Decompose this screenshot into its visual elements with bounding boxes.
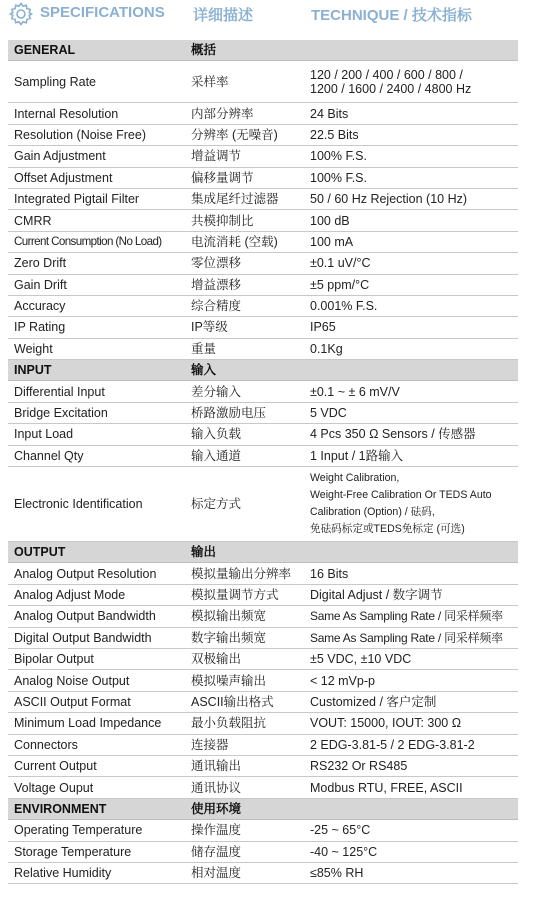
parameter-name	[14, 253, 189, 273]
parameter-name	[14, 168, 189, 188]
table-row	[8, 146, 518, 167]
header-title-cn: 详细描述	[193, 7, 254, 24]
parameter-value-text: -25 ~ 65°C	[310, 823, 371, 838]
parameter-value-text: 100% F.S.	[310, 149, 367, 164]
parameter-value	[310, 275, 518, 295]
parameter-value	[310, 296, 518, 316]
parameter-name-cn	[191, 317, 309, 337]
parameter-value-text: ±0.1 ~ ± 6 mV/V	[310, 384, 400, 399]
parameter-name-text: Resolution (Noise Free)	[14, 127, 146, 142]
parameter-name	[14, 103, 189, 123]
parameter-name-cn	[191, 446, 309, 466]
parameter-value	[310, 713, 518, 733]
parameter-name-cn-text: 共模抑制比	[191, 213, 254, 228]
parameter-name-cn-text: 数字输出频宽	[191, 630, 267, 645]
parameter-name-text: Channel Qty	[14, 448, 84, 463]
parameter-value	[310, 189, 518, 209]
parameter-value-text: 22.5 Bits	[310, 127, 359, 142]
parameter-value	[310, 820, 518, 840]
parameter-name-cn	[191, 339, 309, 359]
parameter-name	[14, 467, 189, 541]
parameter-value	[310, 842, 518, 862]
parameter-name	[14, 146, 189, 166]
parameter-name-text: Bipolar Output	[14, 652, 94, 667]
table-row	[8, 317, 518, 338]
section-title: ENVIRONMENT	[14, 801, 107, 816]
parameter-value	[310, 61, 518, 102]
parameter-name-text: Connectors	[14, 737, 78, 752]
table-row	[8, 446, 518, 467]
parameter-name-text: Electronic Identification	[14, 497, 143, 512]
table-row	[8, 628, 518, 649]
parameter-value	[310, 628, 518, 648]
parameter-name-text: Minimum Load Impedance	[14, 716, 162, 731]
parameter-value	[310, 467, 518, 541]
parameter-name-text: Current Output	[14, 759, 97, 774]
parameter-value-text: 0.1Kg	[310, 341, 343, 356]
table-row	[8, 381, 518, 402]
parameter-value	[310, 339, 518, 359]
parameter-name	[14, 820, 189, 840]
parameter-name-text: Current Consumption (No Load)	[14, 234, 162, 248]
parameter-name-cn-text: 偏移量调节	[191, 170, 254, 185]
table-row	[8, 61, 518, 103]
parameter-value-text: ±5 ppm/°C	[310, 277, 370, 292]
table-row	[8, 670, 518, 691]
parameter-name-cn-text: 零位漂移	[191, 256, 242, 271]
table-row	[8, 189, 518, 210]
parameter-name-text: ASCII Output Format	[14, 694, 131, 709]
parameter-name-cn-text: 通讯输出	[191, 759, 242, 774]
parameter-name-text: Differential Input	[14, 384, 105, 399]
parameter-name	[14, 339, 189, 359]
parameter-name-cn-text: 重量	[191, 341, 217, 356]
parameter-name	[14, 756, 189, 776]
parameter-value-text: 100 dB	[310, 213, 350, 228]
parameter-name-cn-text: 分辨率 (无噪音)	[191, 127, 278, 142]
table-row	[8, 649, 518, 670]
parameter-name-text: Zero Drift	[14, 256, 67, 271]
parameter-name-cn	[191, 125, 309, 145]
parameter-name-text: Accuracy	[14, 299, 66, 314]
parameter-name	[14, 296, 189, 316]
parameter-value	[310, 446, 518, 466]
parameter-name-text: Analog Output Bandwidth	[14, 609, 156, 624]
parameter-value-text: 16 Bits	[310, 566, 349, 581]
parameter-name-cn	[191, 735, 309, 755]
parameter-name	[14, 670, 189, 690]
parameter-value-text: 100% F.S.	[310, 170, 367, 185]
parameter-name-cn-text: 通讯协议	[191, 780, 242, 795]
parameter-value-text: Modbus RTU, FREE, ASCII	[310, 780, 463, 795]
parameter-value	[310, 381, 518, 401]
table-row	[8, 339, 518, 360]
parameter-value	[310, 232, 518, 252]
parameter-name-cn-text: 增益调节	[191, 149, 242, 164]
parameter-name-cn-text: 电流消耗 (空载)	[191, 234, 278, 249]
parameter-value-text: Same As Sampling Rate / 同采样频率	[310, 630, 503, 645]
parameter-name-text: CMRR	[14, 213, 52, 228]
parameter-name	[14, 403, 189, 423]
table-row	[8, 275, 518, 296]
parameter-name	[14, 189, 189, 209]
parameter-value-text: IP65	[310, 320, 336, 335]
table-row	[8, 563, 518, 584]
parameter-value-text: ≤85% RH	[310, 866, 364, 881]
parameter-name-cn-text: 模拟量调节方式	[191, 588, 279, 602]
parameter-name	[14, 735, 189, 755]
parameter-name	[14, 424, 189, 444]
section-header	[8, 542, 518, 563]
parameter-name-cn-text: IP等级	[191, 320, 228, 335]
parameter-name-cn-text: 模拟量输出分辨率	[191, 566, 292, 581]
parameter-value-text: 100 mA	[310, 234, 354, 249]
parameter-name	[14, 585, 189, 605]
gear-icon	[8, 1, 34, 27]
parameter-value	[310, 756, 518, 776]
section-title-cn: 输入	[191, 363, 217, 378]
parameter-name-cn-text: 综合精度	[191, 299, 242, 314]
parameter-name-text: Sampling Rate	[14, 74, 96, 89]
parameter-name	[14, 61, 189, 102]
parameter-name-text: Analog Noise Output	[14, 673, 130, 688]
parameter-name-text: Weight	[14, 341, 53, 356]
table-row	[8, 735, 518, 756]
table-row	[8, 713, 518, 734]
parameter-name-cn	[191, 670, 309, 690]
parameter-name-cn	[191, 777, 309, 797]
section-header	[8, 799, 518, 820]
parameter-name-cn-text: 相对温度	[191, 866, 242, 881]
parameter-name-cn	[191, 381, 309, 401]
parameter-value-text: 1 Input / 1路输入	[310, 448, 404, 463]
parameter-name-text: Analog Adjust Mode	[14, 588, 126, 602]
parameter-value	[310, 103, 518, 123]
table-row	[8, 467, 518, 542]
section-title-cn: 概括	[191, 43, 217, 58]
table-row	[8, 692, 518, 713]
parameter-value-text: 4 Pcs 350 Ω Sensors / 传感器	[310, 427, 476, 442]
parameter-name-cn-text: 最小负载阻抗	[191, 716, 267, 731]
parameter-value	[310, 777, 518, 797]
parameter-name-text: Analog Output Resolution	[14, 566, 157, 581]
parameter-name-cn-text: 输入通道	[191, 448, 242, 463]
section-title-cn: 使用环境	[191, 801, 242, 816]
parameter-name	[14, 863, 189, 883]
parameter-value	[310, 125, 518, 145]
parameter-value-text: < 12 mVp-p	[310, 673, 375, 688]
parameter-name-cn	[191, 563, 309, 583]
section-header	[8, 360, 518, 381]
parameter-value-text: 0.001% F.S.	[310, 299, 378, 314]
parameter-value-text: 2 EDG-3.81-5 / 2 EDG-3.81-2	[310, 737, 475, 752]
parameter-name	[14, 692, 189, 712]
parameter-name-cn-text: 差分输入	[191, 384, 242, 399]
parameter-name-cn	[191, 253, 309, 273]
parameter-name-cn	[191, 103, 309, 123]
spec-table	[8, 40, 518, 884]
parameter-value	[310, 649, 518, 669]
parameter-name-cn	[191, 606, 309, 626]
parameter-value	[310, 692, 518, 712]
parameter-name-cn-text: 模拟噪声输出	[191, 673, 267, 688]
parameter-value-text: 120 / 200 / 400 / 600 / 800 / 1200 / 1600 / 2400 / 4800 Hz	[310, 67, 472, 96]
section-header	[8, 40, 518, 61]
parameter-name-cn-text: ASCII输出格式	[191, 694, 274, 709]
parameter-name-text: Relative Humidity	[14, 866, 112, 881]
parameter-name-cn-text: 储存温度	[191, 844, 242, 859]
section-title: OUTPUT	[14, 545, 66, 560]
section-title: GENERAL	[14, 43, 76, 58]
table-row	[8, 424, 518, 445]
table-row	[8, 585, 518, 606]
parameter-name-cn	[191, 820, 309, 840]
table-row	[8, 210, 518, 231]
header-title-en: SPECIFICATIONS	[40, 4, 165, 21]
parameter-value	[310, 146, 518, 166]
section-title-cn: 输出	[191, 545, 217, 560]
parameter-name-text: Gain Drift	[14, 277, 67, 292]
parameter-name-text: IP Rating	[14, 320, 66, 335]
table-row	[8, 168, 518, 189]
parameter-name	[14, 628, 189, 648]
parameter-name-cn	[191, 628, 309, 648]
parameter-name-cn	[191, 275, 309, 295]
parameter-value-text: RS232 Or RS485	[310, 759, 408, 774]
table-row	[8, 403, 518, 424]
parameter-name-cn	[191, 467, 309, 541]
parameter-name	[14, 446, 189, 466]
parameter-name-text: Bridge Excitation	[14, 406, 108, 421]
parameter-name-cn	[191, 756, 309, 776]
table-row	[8, 253, 518, 274]
parameter-value	[310, 317, 518, 337]
parameter-name	[14, 125, 189, 145]
parameter-name-cn	[191, 403, 309, 423]
parameter-value-text: VOUT: 15000, IOUT: 300 Ω	[310, 716, 462, 731]
parameter-name-cn-text: 标定方式	[191, 497, 242, 512]
parameter-name-text: Offset Adjustment	[14, 170, 113, 185]
parameter-name-cn-text: 采样率	[191, 74, 229, 89]
parameter-name	[14, 606, 189, 626]
parameter-value-text: Customized / 客户定制	[310, 694, 437, 709]
parameter-name-cn-text: 桥路激励电压	[191, 406, 267, 421]
table-row	[8, 842, 518, 863]
parameter-name-cn	[191, 713, 309, 733]
parameter-name-cn	[191, 842, 309, 862]
table-row	[8, 863, 518, 884]
parameter-name-cn	[191, 189, 309, 209]
parameter-value-text: 5 VDC	[310, 406, 347, 421]
parameter-name-cn-text: 集成尾纤过滤器	[191, 192, 279, 207]
parameter-name-cn	[191, 168, 309, 188]
parameter-value	[310, 168, 518, 188]
parameter-value	[310, 403, 518, 423]
parameter-name-cn-text: 操作温度	[191, 823, 242, 838]
table-row	[8, 232, 518, 253]
parameter-value	[310, 424, 518, 444]
parameter-name-text: Digital Output Bandwidth	[14, 630, 152, 645]
parameter-name-cn	[191, 232, 309, 252]
parameter-name-cn	[191, 61, 309, 102]
parameter-name-text: Internal Resolution	[14, 106, 119, 121]
parameter-name	[14, 317, 189, 337]
parameter-value-text: Same As Sampling Rate / 同采样频率	[310, 609, 503, 624]
parameter-name-cn	[191, 210, 309, 230]
parameter-name-text: Operating Temperature	[14, 823, 143, 838]
parameter-name-cn-text: 内部分辨率	[191, 106, 254, 121]
parameter-name-text: Storage Temperature	[14, 844, 132, 859]
parameter-name-cn	[191, 649, 309, 669]
parameter-value	[310, 735, 518, 755]
parameter-name	[14, 842, 189, 862]
parameter-name-cn-text: 模拟输出频宽	[191, 609, 267, 624]
parameter-value-text: ±5 VDC, ±10 VDC	[310, 652, 412, 667]
parameter-value	[310, 606, 518, 626]
parameter-name-cn	[191, 424, 309, 444]
parameter-name-text: Input Load	[14, 427, 74, 442]
parameter-value	[310, 253, 518, 273]
table-row	[8, 125, 518, 146]
parameter-value	[310, 585, 518, 605]
parameter-value-text: Digital Adjust / 数字调节	[310, 588, 443, 602]
parameter-name-text: Gain Adjustment	[14, 149, 106, 164]
parameter-name-cn-text: 双极输出	[191, 652, 242, 667]
parameter-name-cn	[191, 692, 309, 712]
parameter-name-cn-text: 输入负载	[191, 427, 242, 442]
table-row	[8, 820, 518, 841]
parameter-value	[310, 563, 518, 583]
parameter-name-cn-text: 连接器	[191, 737, 229, 752]
parameter-name-text: Integrated Pigtail Filter	[14, 192, 140, 207]
parameter-name-cn	[191, 296, 309, 316]
parameter-name-cn-text: 增益漂移	[191, 277, 242, 292]
parameter-name	[14, 381, 189, 401]
parameter-name	[14, 713, 189, 733]
parameter-value-text: -40 ~ 125°C	[310, 844, 378, 859]
table-row	[8, 777, 518, 798]
parameter-value	[310, 670, 518, 690]
spec-header	[0, 0, 540, 30]
parameter-name-cn	[191, 585, 309, 605]
parameter-name	[14, 232, 189, 252]
section-title: INPUT	[14, 363, 52, 378]
table-row	[8, 756, 518, 777]
parameter-name	[14, 275, 189, 295]
table-row	[8, 296, 518, 317]
parameter-value	[310, 210, 518, 230]
parameter-name	[14, 563, 189, 583]
parameter-value-text: 24 Bits	[310, 106, 349, 121]
parameter-name-text: Voltage Ouput	[14, 780, 94, 795]
parameter-value-text: ±0.1 uV/°C	[310, 256, 371, 271]
parameter-name-cn	[191, 863, 309, 883]
header-title-technique: TECHNIQUE / 技术指标	[311, 7, 472, 24]
table-row	[8, 103, 518, 124]
parameter-name	[14, 649, 189, 669]
parameter-name	[14, 210, 189, 230]
parameter-value-text: 50 / 60 Hz Rejection (10 Hz)	[310, 192, 468, 207]
table-row	[8, 606, 518, 627]
parameter-name	[14, 777, 189, 797]
parameter-name-cn	[191, 146, 309, 166]
parameter-value-text: Weight Calibration, Weight-Free Calibration Or TEDS Auto Calibration (Option) / 砝码, 免砝码标定或TEDS免标定 (可选)	[310, 472, 492, 536]
parameter-value	[310, 863, 518, 883]
